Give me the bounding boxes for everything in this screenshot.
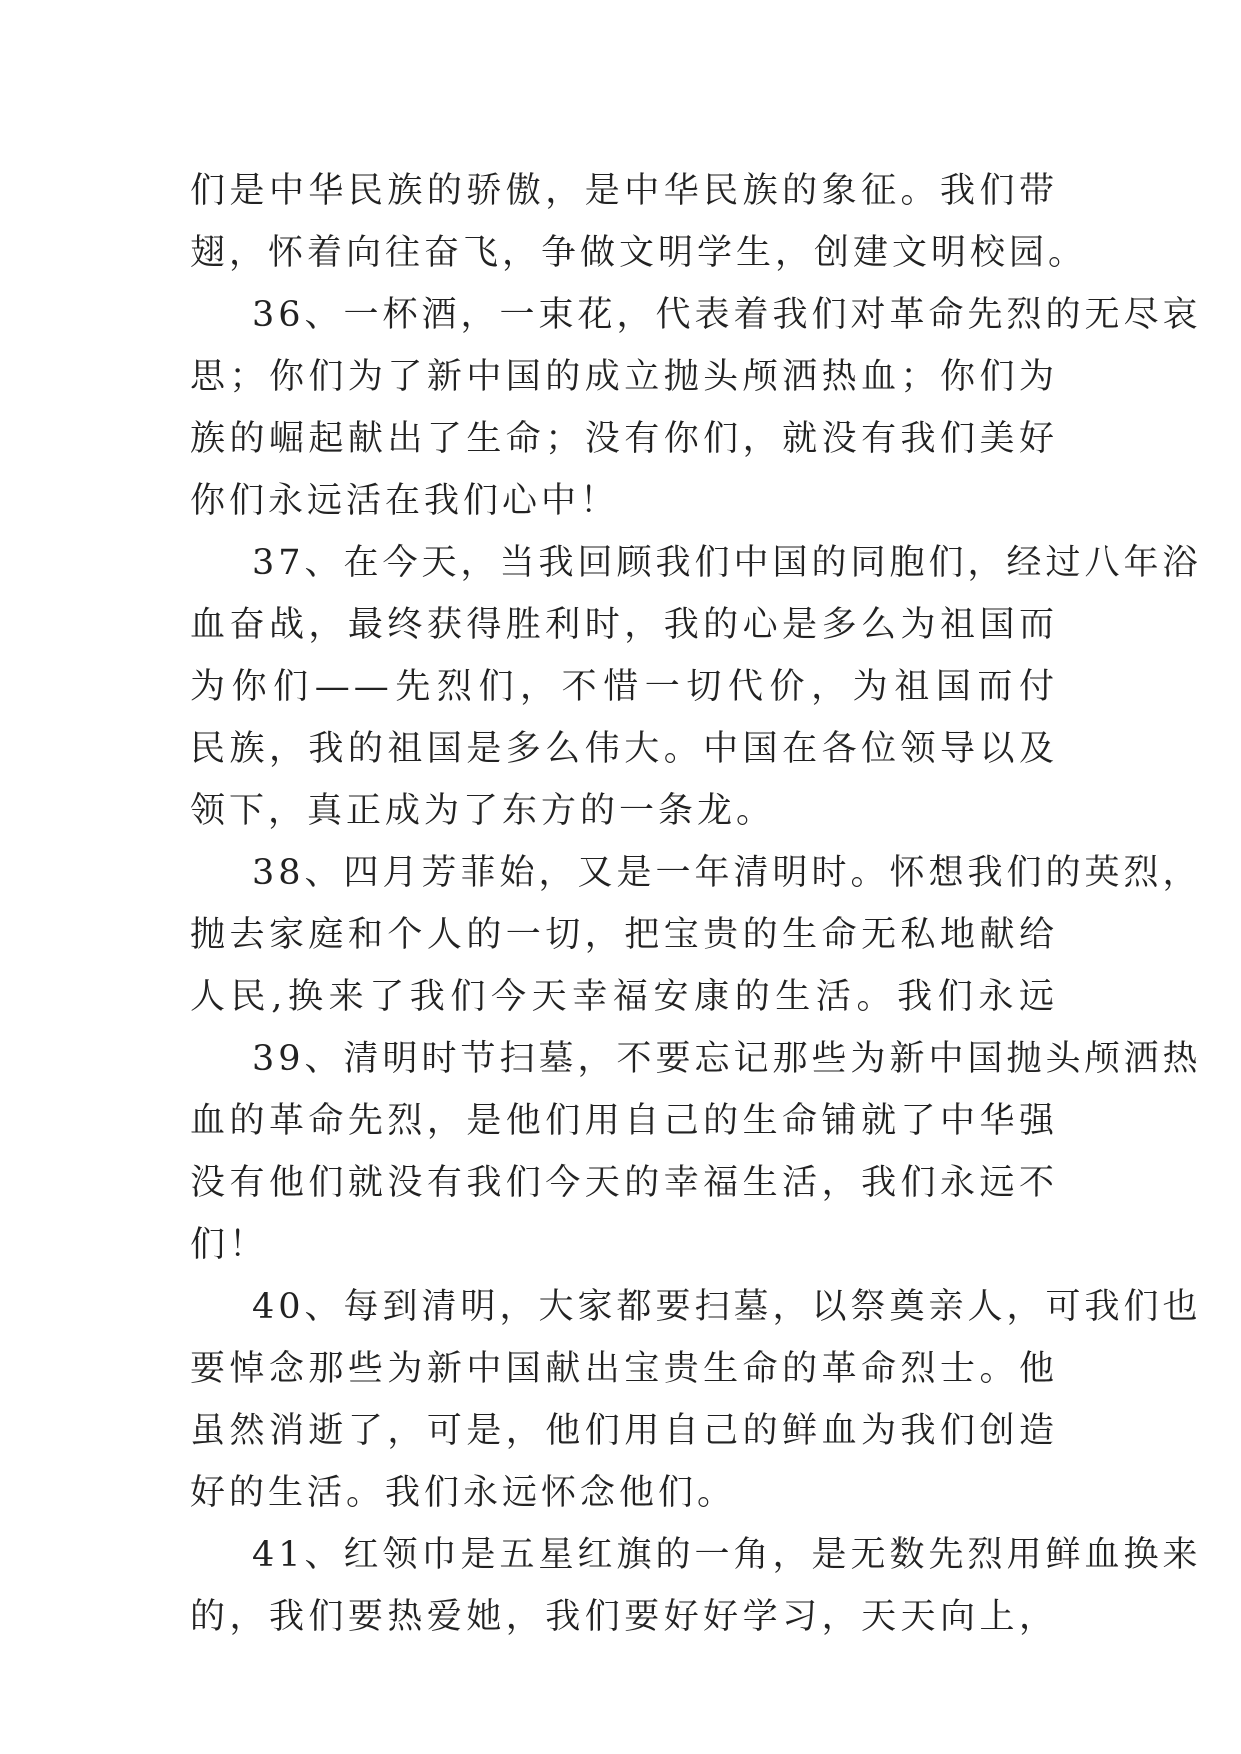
body-text bbox=[190, 160, 1202, 1648]
text-line: 们！ bbox=[190, 1225, 269, 1265]
text-line: 要悼念那些为新中国献出宝贵生命的革命烈士。他 bbox=[190, 1349, 1058, 1389]
text-line: 人民,换来了我们今天幸福安康的生活。我们永远 bbox=[190, 977, 1058, 1017]
text-line: 思；你们为了新中国的成立抛头颅洒热血；你们为 bbox=[190, 357, 1058, 397]
text-line: 虽然消逝了，可是，他们用自己的鲜血为我们创造 bbox=[190, 1411, 1058, 1451]
text-line: 没有他们就没有我们今天的幸福生活，我们永远不 bbox=[190, 1163, 1058, 1203]
text-line: 的，我们要热爱她，我们要好好学习，天天向上， bbox=[190, 1597, 1058, 1637]
paragraph-38-first-line: 38、四月芳菲始，又是一年清明时。怀想我们的英烈， bbox=[252, 853, 1202, 893]
text-line: 你们永远活在我们心中！ bbox=[190, 481, 620, 521]
text-line: 们是中华民族的骄傲，是中华民族的象征。我们带 bbox=[190, 171, 1058, 211]
text-line: 族的崛起献出了生命；没有你们，就没有我们美好 bbox=[190, 419, 1058, 459]
text-line: 血奋战，最终获得胜利时，我的心是多么为祖国而 bbox=[190, 605, 1058, 645]
paragraph-41-first-line: 41、红领巾是五星红旗的一角，是无数先烈用鲜血换来 bbox=[252, 1535, 1202, 1575]
text-line: 好的生活。我们永远怀念他们。 bbox=[190, 1473, 737, 1513]
paragraph-36-first-line: 36、一杯酒，一束花，代表着我们对革命先烈的无尽哀 bbox=[252, 295, 1202, 335]
text-line: 民族，我的祖国是多么伟大。中国在各位领导以及 bbox=[190, 729, 1058, 769]
paragraph-37-first-line: 37、在今天，当我回顾我们中国的同胞们，经过八年浴 bbox=[252, 543, 1202, 583]
text-line: 血的革命先烈，是他们用自己的生命铺就了中华强 bbox=[190, 1101, 1058, 1141]
paragraph-40-first-line: 40、每到清明，大家都要扫墓，以祭奠亲人，可我们也 bbox=[252, 1287, 1202, 1327]
text-line: 翅，怀着向往奋飞，争做文明学生，创建文明校园。 bbox=[190, 233, 1088, 273]
text-line: 抛去家庭和个人的一切，把宝贵的生命无私地献给 bbox=[190, 915, 1058, 955]
text-line: 为你们——先烈们，不惜一切代价，为祖国而付 bbox=[190, 667, 1058, 707]
text-line: 领下，真正成为了东方的一条龙。 bbox=[190, 791, 776, 831]
paragraph-39-first-line: 39、清明时节扫墓，不要忘记那些为新中国抛头颅洒热 bbox=[252, 1039, 1202, 1079]
